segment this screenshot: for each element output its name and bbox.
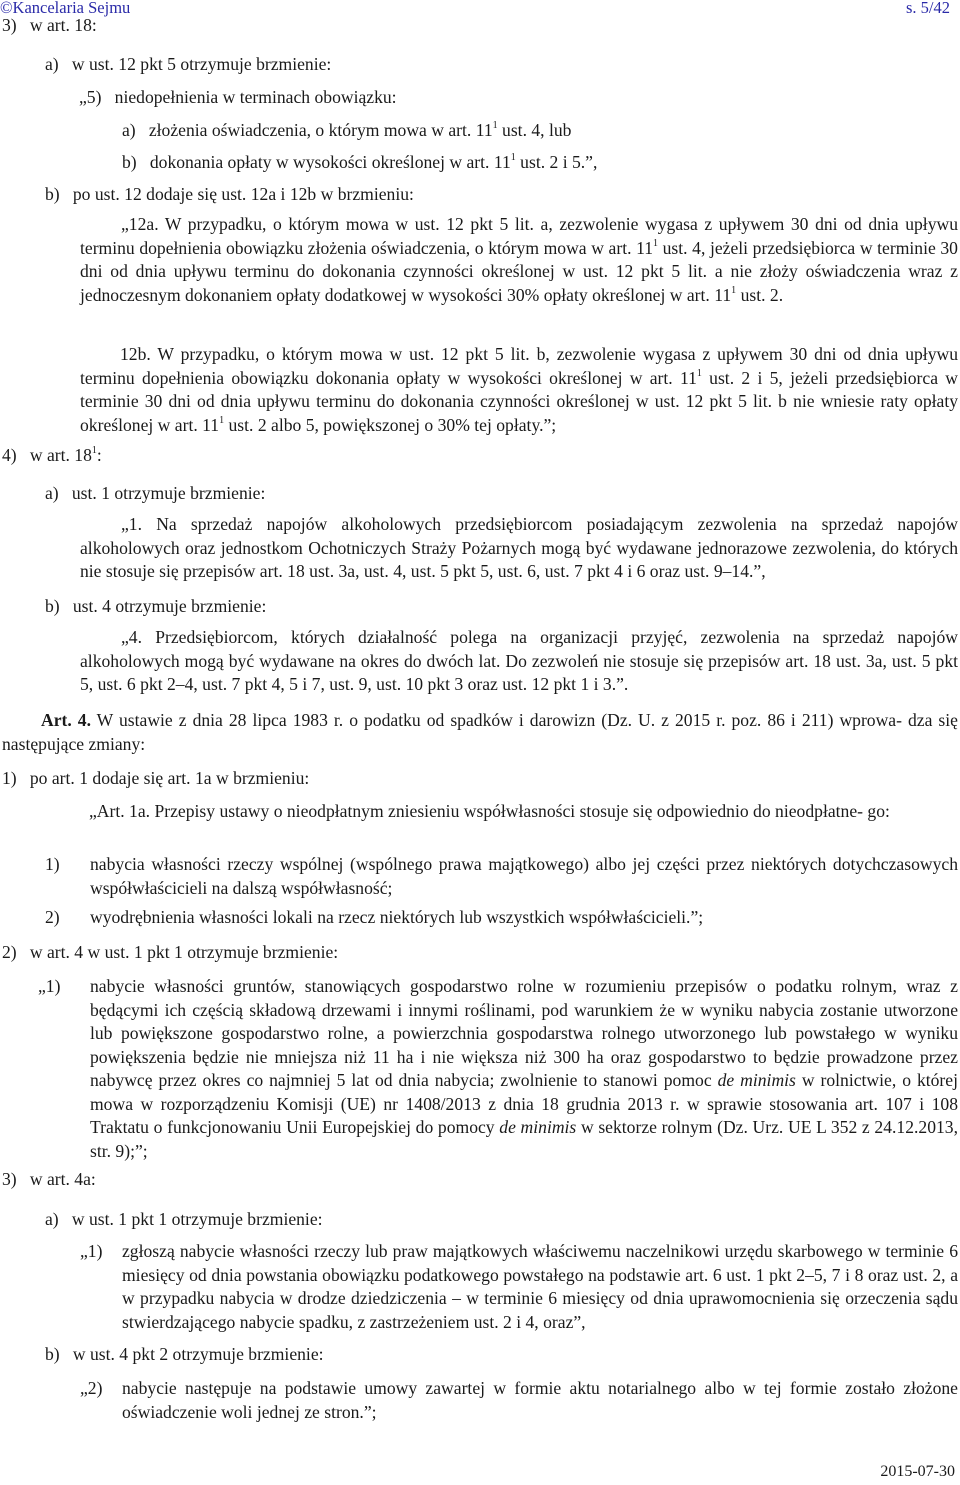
text-block: „1) <box>80 1241 103 1261</box>
text-block: 4) w art. $18^1$: <box>2 445 102 465</box>
text-block: „12a. W przypadku, o którym mowa w ust. 12 pkt 5 lit. a, zezwolenie wygasa z upływem 30 dni od dnia upływu terminu dopełnienia obowiązku złożenia oświadczenia, o którym mowa w art. $11^1$ ust. 4, jeżeli przedsiębiorca w terminie 30 dni od dnia upływu terminu do dokonania czynności określonej w ust. 12 pkt 5 lit. a nie złoży oświadczenia wraz z jednoczesnym dokonaniem opłaty dodatkowej w wysokości 30% opłaty określonej w art. $11^1$ ust. 2. <box>80 214 958 305</box>
text-block: „1) <box>38 976 61 996</box>
text-block: nabycie następuje na podstawie umowy zawartej w formie aktu notarialnego albo w tej formie zostało złożone oświadczenie woli jednej ze stron.”; <box>122 1378 958 1422</box>
text-block: b) w ust. 4 pkt 2 otrzymuje brzmienie: <box>45 1344 324 1364</box>
text-block: a) w ust. 12 pkt 5 otrzymuje brzmienie: <box>45 54 332 74</box>
text-block: 3) w art. 18: <box>2 15 97 35</box>
footer-date: 2015-07-30 <box>880 1462 955 1480</box>
text-block: nabycia własności rzeczy wspólnej (wspólnego prawa majątkowego) albo jej części przez niektórych dotychczasowych współwłaścicieli na dalszą współwłasność; <box>90 854 958 898</box>
text-block: zgłoszą nabycie własności rzeczy lub praw majątkowych właściwemu naczelnikowi urzędu skarbowego w terminie 6 miesięcy od dnia powstania obowiązku podatkowego powstałego na podstawie art. 6 ust. 1 pkt 2–5, 7 i 8 oraz ust. 2, a w przypadku nabycia w drodze dziedziczenia – w terminie 6 miesięcy od dnia uprawomocnienia się orzeczenia sądu stwierdzającego nabycie spadku, z zastrzeżeniem ust. 2 i 4, oraz”, <box>122 1241 958 1332</box>
text-block: 1) <box>45 854 60 874</box>
text-block: „5) niedopełnienia w terminach obowiązku: <box>79 87 397 107</box>
text-block: b) po ust. 12 dodaje się ust. 12a i 12b w brzmieniu: <box>45 184 414 204</box>
text-block: 12b. W przypadku, o którym mowa w ust. 12 pkt 5 lit. b, zezwolenie wygasa z upływem 30 dni od dnia upływu terminu dopełnienia obowiązku dokonania opłaty w wysokości określonej w art. $11^1$ ust. 2 i 5, jeżeli przedsiębiorca w terminie 30 dni od dnia upływu terminu do dokonania czynności określonej w ust. 12 pkt 5 lit. b nie wniesie raty opłaty określonej w art. $11^1$ ust. 2 albo 5, powiększonej o 30% tej opłaty.”; <box>80 344 958 435</box>
text-block: „4. Przedsiębiorcom, których działalność polega na organizacji przyjęć, zezwolenia na sprzedaż napojów alkoholowych mogą być wydawane na okres do dwóch lat. Do zezwoleń nie stosuje się przepisów art. 18 ust. 3a, ust. 5 pkt 5, ust. 6 pkt 2–4, ust. 7 pkt 4, 5 i 7, ust. 9, ust. 10 pkt 3 oraz ust. 12 pkt 1 i 3.”. <box>80 627 958 694</box>
text-block: a) ust. 1 otrzymuje brzmienie: <box>45 483 266 503</box>
text-block: wyodrębnienia własności lokali na rzecz niektórych lub wszystkich współwłaścicieli.”; <box>90 907 704 927</box>
text-block: „Art. 1a. Przepisy ustawy o nieodpłatnym zniesieniu współwłasności stosuje się odpowiednio do nieodpłatne- go: <box>89 801 890 821</box>
text-block: 2) w art. 4 w ust. 1 pkt 1 otrzymuje brzmienie: <box>2 942 339 962</box>
text-block: b) dokonania opłaty w wysokości określonej w art. $11^1$ ust. 2 i 5.”, <box>122 152 598 172</box>
text-block: Art. 4. W ustawie z dnia 28 lipca 1983 r. o podatku od spadków i darowizn (Dz. U. z 2015 r. poz. 86 i 211) wprowa- dza się następujące zmiany: <box>2 710 958 754</box>
page-number: s. 5/42 <box>905 0 950 17</box>
text-block: a) złożenia oświadczenia, o którym mowa w art. $11^1$ ust. 4, lub <box>122 120 572 140</box>
text-block: b) ust. 4 otrzymuje brzmienie: <box>45 596 267 616</box>
text-block: „1. Na sprzedaż napojów alkoholowych przedsiębiorcom posiadającym zezwolenia na sprzedaż napojów alkoholowych oraz jednostkom Ochotniczych Straży Pożarnych mogą być wydawane jednorazowe zezwolenia, do których nie stosuje się przepisów art. 18 ust. 3a, ust. 4, ust. 5 pkt 5, ust. 6, ust. 7 pkt 4 i 6 oraz ust. 9–14.”, <box>80 514 958 581</box>
text-block: „2) <box>80 1378 103 1398</box>
publisher-header: ©Kancelaria Sejmu <box>0 0 131 17</box>
text-block: 3) w art. 4a: <box>2 1169 96 1189</box>
text-block: nabycie własności gruntów, stanowiących gospodarstwo rolne w rozumieniu przepisów o podatku rolnym, wraz z będącymi ich częścią składową drzewami i innymi roślinami, pod warunkiem że w wyniku nabycia zostanie utworzone lub powiększone gospodarstwo rolne, a powierzchnia gospodarstwa rolnego utworzonego lub powstałego w wyniku powiększenia będzie nie mniejsza niż 11 ha i nie większa niż 300 ha oraz gospodarstwo to będzie prowadzone przez nabywcę przez okres co najmniej 5 lat od dnia nabycia; zwolnienie to stanowi pomoc de minimis w rolnictwie, o której mowa w rozporządzeniu Komisji (UE) nr 1408/2013 z dnia 18 grudnia 2013 r. w sprawie stosowania art. 107 i 108 Traktatu o funkcjonowaniu Unii Europejskiej do pomocy de minimis w sektorze rolnym (Dz. Urz. UE L 352 z 24.12.2013, str. 9);”; <box>90 976 958 1161</box>
text-block: 2) <box>45 907 60 927</box>
text-block: a) w ust. 1 pkt 1 otrzymuje brzmienie: <box>45 1209 323 1229</box>
text-block: 1) po art. 1 dodaje się art. 1a w brzmieniu: <box>2 768 310 788</box>
